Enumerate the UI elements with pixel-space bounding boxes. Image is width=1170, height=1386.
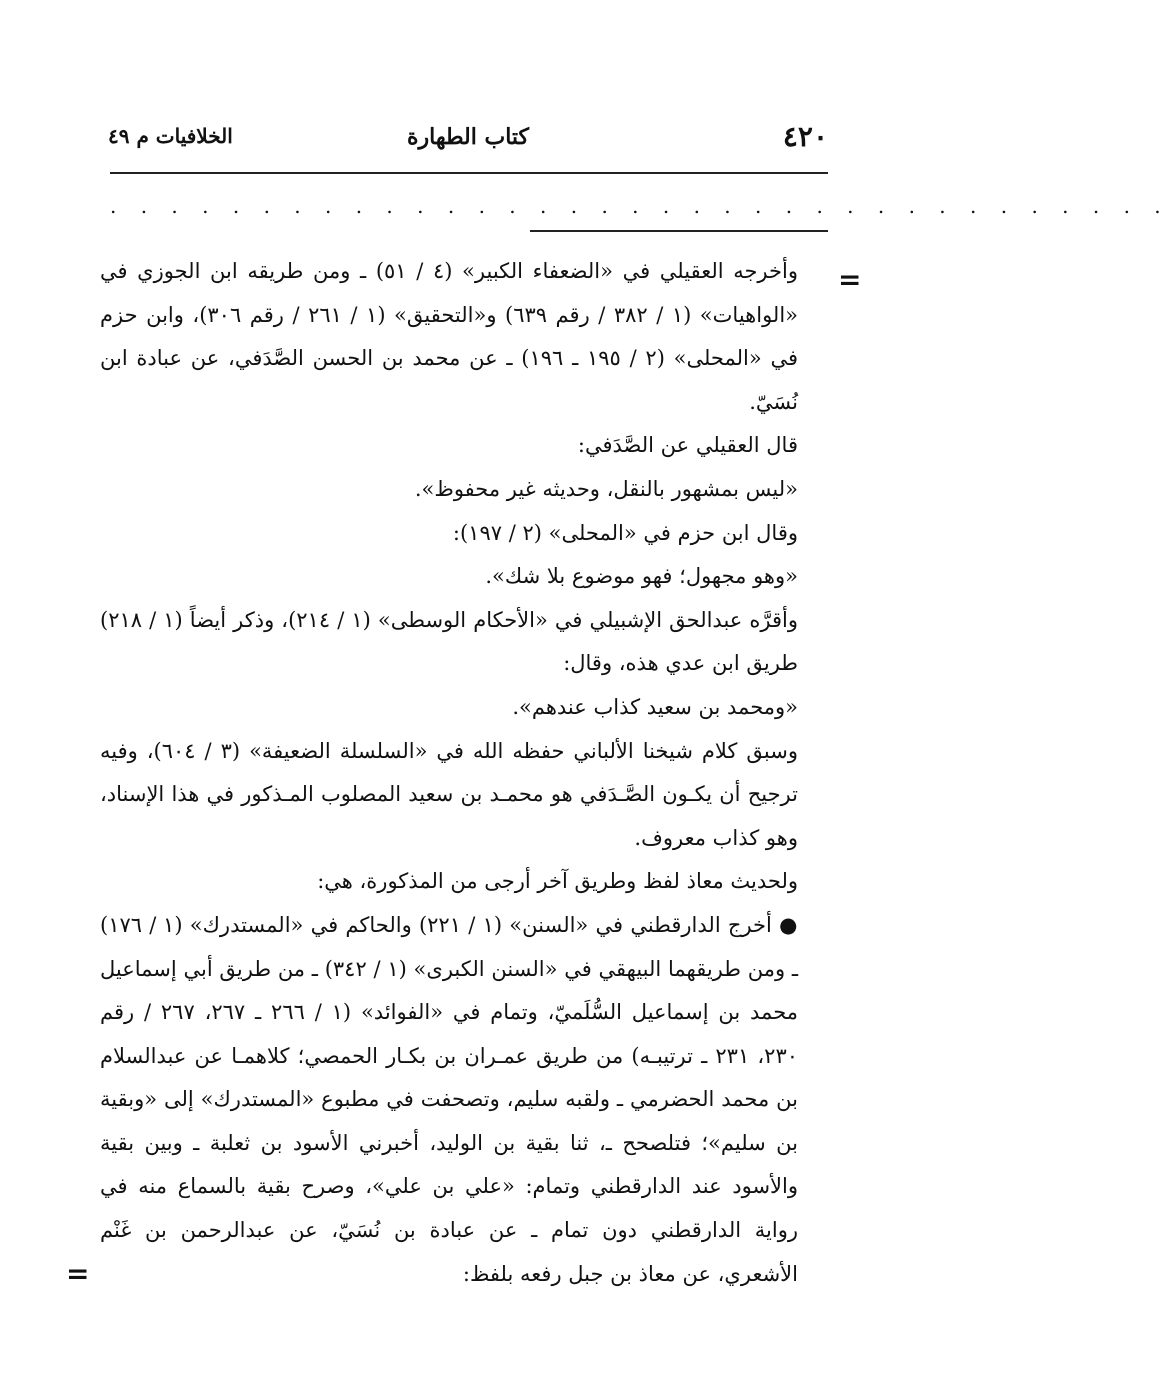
running-title: كتاب الطهارة <box>406 124 530 150</box>
continuation-mark-bottom: = <box>66 1257 90 1290</box>
paragraph: وأقرَّه عبدالحق الإشبيلي في «الأحكام الوسطى» (١ / ٢١٤)، وذكر أيضاً (١ / ٢١٨) طريق ابن عدي هذه، وقال: <box>100 607 798 676</box>
paragraph: وأخرجه العقيلي في «الضعفاء الكبير» (٤ / ٥١) ـ ومن طريقه ابن الجوزي في «الواهيات» (١ / ٣٨٢ / رقم ٦٣٩) و«التحقيق» (١ / ٢٦١ / رقم ٣٠٦)، وابن حزم في «المحلى» (٢ / ١٩٥ ـ ١٩٦) ـ عن محمد بن الحسن الصَّدَفي، عن عبادة ابن نُسَيّ. <box>100 259 799 414</box>
quote-paragraph: «ومحمد بن سعيد كذاب عندهم». <box>512 694 798 719</box>
page-number: ٤٢٠ <box>782 120 828 153</box>
paragraph: وسبق كلام شيخنا الألباني حفظه الله في «السلسلة الضعيفة» (٣ / ٦٠٤)، وفيه ترجيح أن يكـون الصَّـدَفي هو محمـد بن سعيد المصلوب المـذكور في هذا الإسناد، وهو كذاب معروف. <box>100 738 798 850</box>
paragraph: ولحديث معاذ لفظ وطريق آخر أرجى من المذكورة، هي: <box>317 869 798 894</box>
dotted-separator: . . . . . . . . . . . . . . . . . . . . . . . . . . . . . . . . . . . <box>110 194 1170 218</box>
page-header <box>108 120 828 160</box>
paragraph: قال العقيلي عن الصَّدَفي: <box>577 433 798 458</box>
footnote-rule <box>530 230 828 232</box>
paragraph: وقال ابن حزم في «المحلى» (٢ / ١٩٧): <box>452 520 798 545</box>
continuation-mark-top: = <box>838 263 862 296</box>
signature-mark: الخلافيات م ٤٩ <box>108 124 233 148</box>
header-rule <box>110 172 828 174</box>
quote-paragraph: «ليس بمشهور بالنقل، وحديثه غير محفوظ». <box>414 476 798 501</box>
quote-paragraph: «وهو مجهول؛ فهو موضوع بلا شك». <box>485 564 798 589</box>
bullet-paragraph: ● أخرج الدارقطني في «السنن» (١ / ٢٢١) والحاكم في «المستدرك» (١ / ١٧٦) ـ ومن طريقهما البيهقي في «السنن الكبرى» (١ / ٣٤٢) ـ من طريق أبي إسماعيل محمد بن إسماعيل السُّلَميّ، وتمام في «الفوائد» (١ / ٢٦٦ ـ ٢٦٧، ٢٦٧ / رقم ٢٣٠، ٢٣١ ـ ترتيبـه) من طريق عمـران بن بكـار الحمصي؛ كلاهمـا عن عبدالسلام بن محمد الحضرمي ـ ولقبه سليم، وتصحفت في مطبوع «المستدرك» إلى «وبقية بن سليم»؛ فتلصحح ـ، ثنا بقية بن الوليد، أخبرني الأسود بن ثعلبة ـ وبين بقية والأسود عند الدارقطني وتمام: «علي بن علي»، وصرح بقية بالسماع منه في رواية الدارقطني دون تمام ـ عن عبادة بن نُسَيّ، عن عبدالرحمن بن غَنْم الأشعري، عن معاذ بن جبل رفعه بلفظ: <box>100 904 830 1296</box>
footnote-body <box>100 250 830 1296</box>
